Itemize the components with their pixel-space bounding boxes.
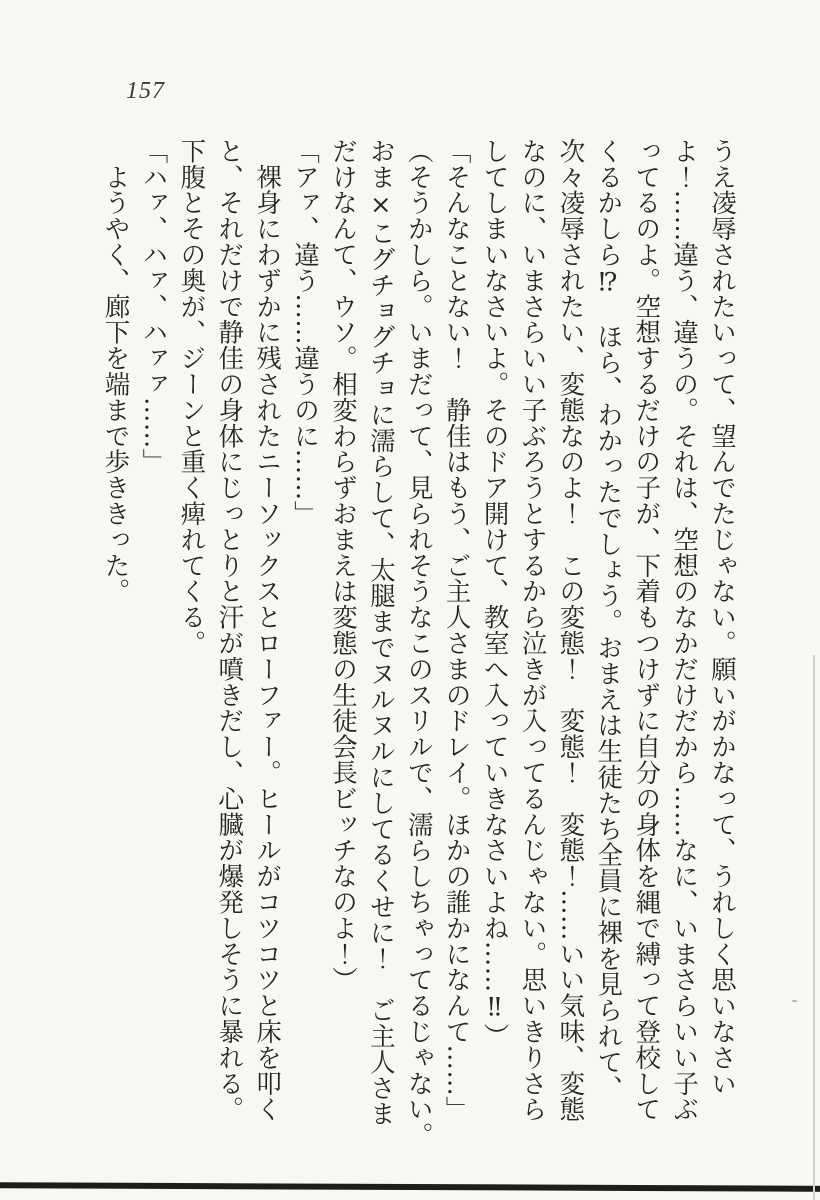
text-column: と、それだけで静佳の身体にじっとりと汗が噴きだし、心臓が爆発しそうに暴れる。 xyxy=(214,138,245,1123)
text-column: （そうかしら。いまだって、見られそうなこのスリルで、濡らしちゃってるじゃない。 xyxy=(403,138,434,1149)
scan-bottom-edge-artifact xyxy=(0,1182,820,1192)
text-column: よ！……違う、違うの。それは、空想のなかだけだから……なに、いまさらいい子ぶ xyxy=(669,138,700,1123)
text-column: 次々凌辱されたい、変態なのよ！ この変態！ 変態！ 変態！……いい気味、変態 xyxy=(555,138,586,1123)
text-column: 「そんなことない！ 静佳はもう、ご主人さまのドレイ。ほかの誰かになんて……」 xyxy=(441,138,472,1123)
text-column: してしまいなさいよ。そのドア開けて、教室へ入っていきなさいよね……‼） xyxy=(479,138,510,1049)
vertical-text-block xyxy=(96,138,740,1150)
text-column: 「アァ、違う……違うのに……」 xyxy=(290,138,321,527)
scan-speck-artifact xyxy=(792,1000,797,1002)
page-number: 157 xyxy=(126,78,165,104)
text-column: 下腹とその奥が、ジーンと重く痺れてくる。 xyxy=(176,138,207,656)
text-column: ってるのよ。空想するだけの子が、下着もつけずに自分の身体を縄で縛って登校して xyxy=(631,138,662,1123)
text-column: だけなんて、ウソ。相変わらずおまえは変態の生徒会長ビッチなのよ！） xyxy=(327,138,358,993)
text-column: 「ハァ、ハァ、ハァァ……」 xyxy=(138,138,169,475)
text-column: 裸身にわずかに残されたニーソックスとローファー。ヒールがコツコツと床を叩く xyxy=(252,138,283,1123)
text-column: ようやく、廊下を端まで歩ききった。 xyxy=(100,138,131,605)
text-column: おま×こグチョグチョに濡らして、太腿までヌルヌルにしてるくせに！ ご主人さま xyxy=(365,138,396,1127)
text-column: くるかしら⁉ ほら、わかったでしょう。おまえは生徒たち全員に裸を見られて、 xyxy=(593,138,624,1101)
scan-right-edge-artifact xyxy=(813,655,815,1200)
text-column: なのに、いまさらいい子ぶろうとするから泣きが入ってるんじゃない。思いきりさら xyxy=(517,138,548,1123)
text-column: うえ凌辱されたいって、望んでたじゃない。願いがかなって、うれしく思いなさい xyxy=(707,138,737,1097)
